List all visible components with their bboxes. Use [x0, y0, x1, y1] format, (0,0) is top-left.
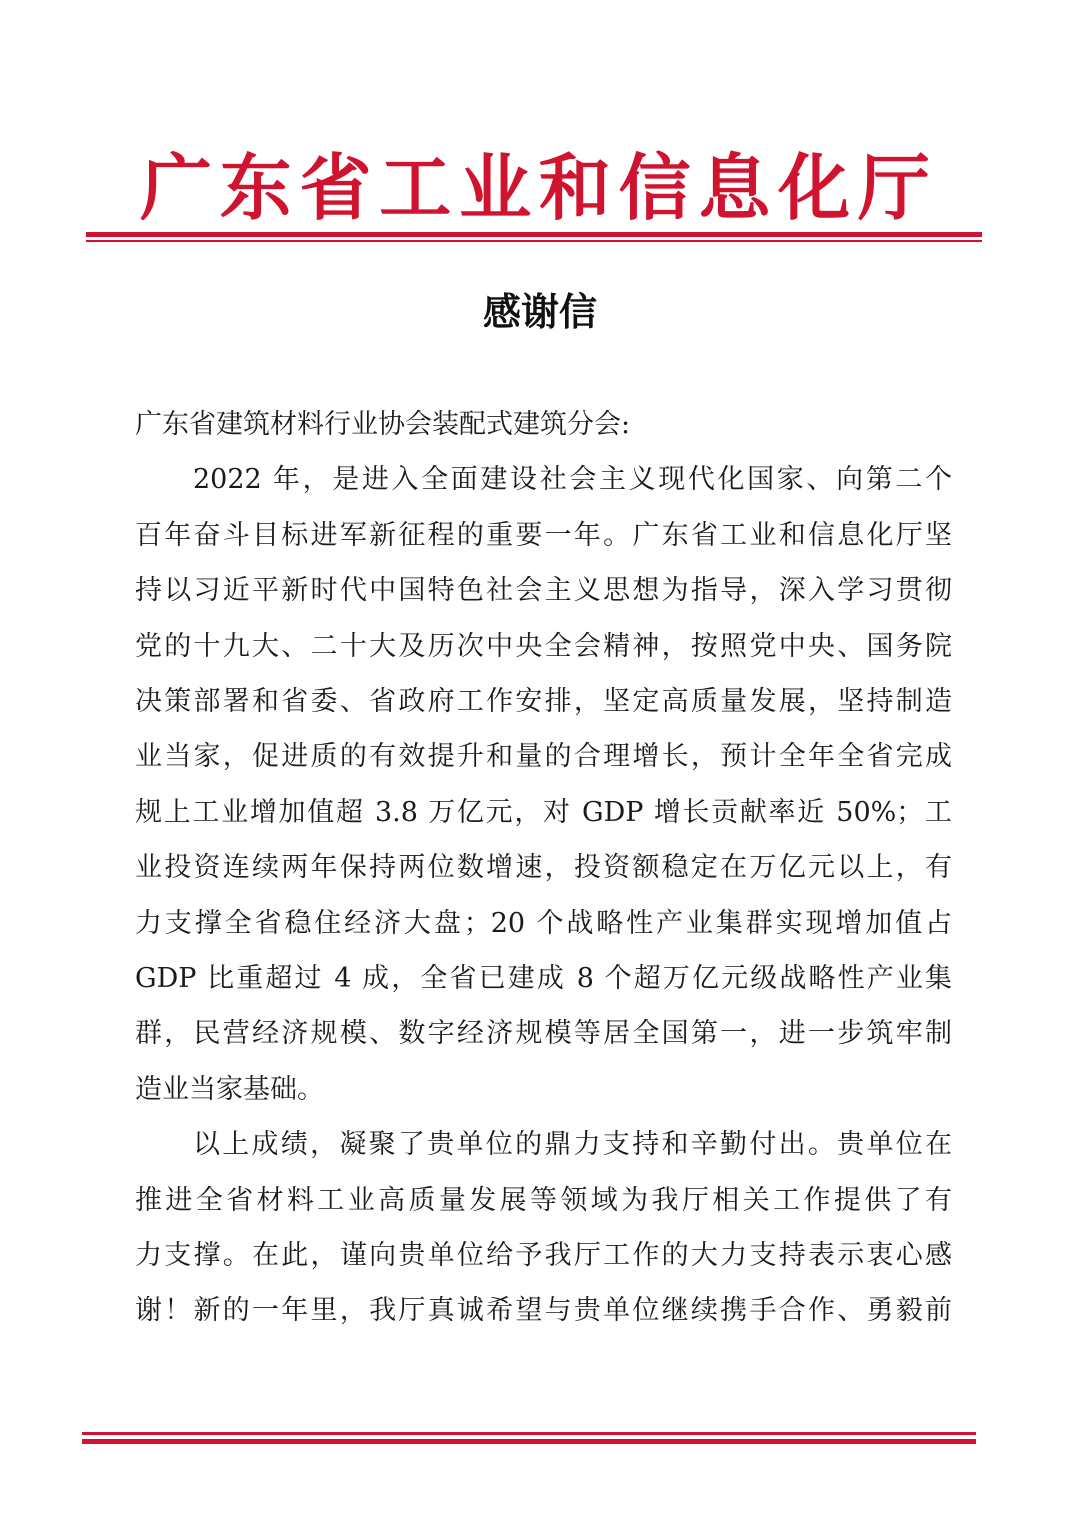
body-line: 推进全省材料工业高质量发展等领域为我厅相关工作提供了有 — [135, 1184, 952, 1216]
letter-title: 感谢信 — [482, 289, 597, 334]
body-line: 力支撑。在此，谨向贵单位给予我厅工作的大力支持表示衷心感 — [135, 1240, 952, 1271]
salutation: 广东省建筑材料行业协会装配式建筑分会: — [135, 409, 631, 440]
letterhead-char: 业 — [459, 145, 532, 230]
body-line: 造业当家基础。 — [135, 1073, 324, 1105]
letterhead-char: 息 — [698, 145, 771, 230]
body-line: 持以习近平新时代中国特色社会主义思想为指导，深入学习贯彻 — [135, 575, 952, 607]
footer-rule-thin — [82, 1432, 976, 1435]
body-line: 业投资连续两年保持两位数增速，投资额稳定在万亿元以上，有 — [135, 852, 952, 884]
letterhead-char: 化 — [778, 145, 851, 230]
body-line: 群，民营经济规模、数字经济规模等居全国第一，进一步筑牢制 — [135, 1018, 952, 1050]
body-line: 谢！新的一年里，我厅真诚希望与贵单位继续携手合作、勇毅前 — [135, 1295, 952, 1327]
letterhead-char: 信 — [618, 145, 691, 230]
body-line: 决策部署和省委、省政府工作安排，坚定高质量发展，坚持制造 — [135, 686, 952, 717]
body-line: 2022 年，是进入全面建设社会主义现代化国家、向第二个 — [193, 464, 952, 496]
letterhead-rule-thin — [86, 240, 982, 242]
letterhead-char: 东 — [219, 145, 292, 230]
body-line: 业当家，促进质的有效提升和量的合理增长，预计全年全省完成 — [135, 741, 952, 773]
letterhead-char: 和 — [538, 145, 611, 230]
letterhead-char: 省 — [299, 145, 372, 230]
body-line: 以上成绩，凝聚了贵单位的鼎力支持和辛勤付出。贵单位在 — [193, 1129, 952, 1161]
letterhead-char: 广 — [140, 145, 213, 230]
letterhead-char: 厅 — [857, 145, 930, 230]
body-line: 百年奋斗目标进军新征程的重要一年。广东省工业和信息化厅坚 — [135, 519, 952, 551]
body-line: GDP 比重超过 4 成，全省已建成 8 个超万亿元级战略性产业集 — [135, 963, 952, 994]
letterhead-char: 工 — [379, 145, 452, 230]
body-line: 党的十九大、二十大及历次中央全会精神，按照党中央、国务院 — [135, 630, 952, 662]
body-line: 力支撑全省稳住经济大盘；20 个战略性产业集群实现增加值占 — [135, 907, 952, 939]
letterhead-org-name — [140, 145, 930, 230]
body-line: 规上工业增加值超 3.8 万亿元，对 GDP 增长贡献率近 50%；工 — [135, 796, 952, 828]
footer-rule-thick — [82, 1439, 976, 1444]
letterhead-rule-thick — [86, 232, 982, 237]
